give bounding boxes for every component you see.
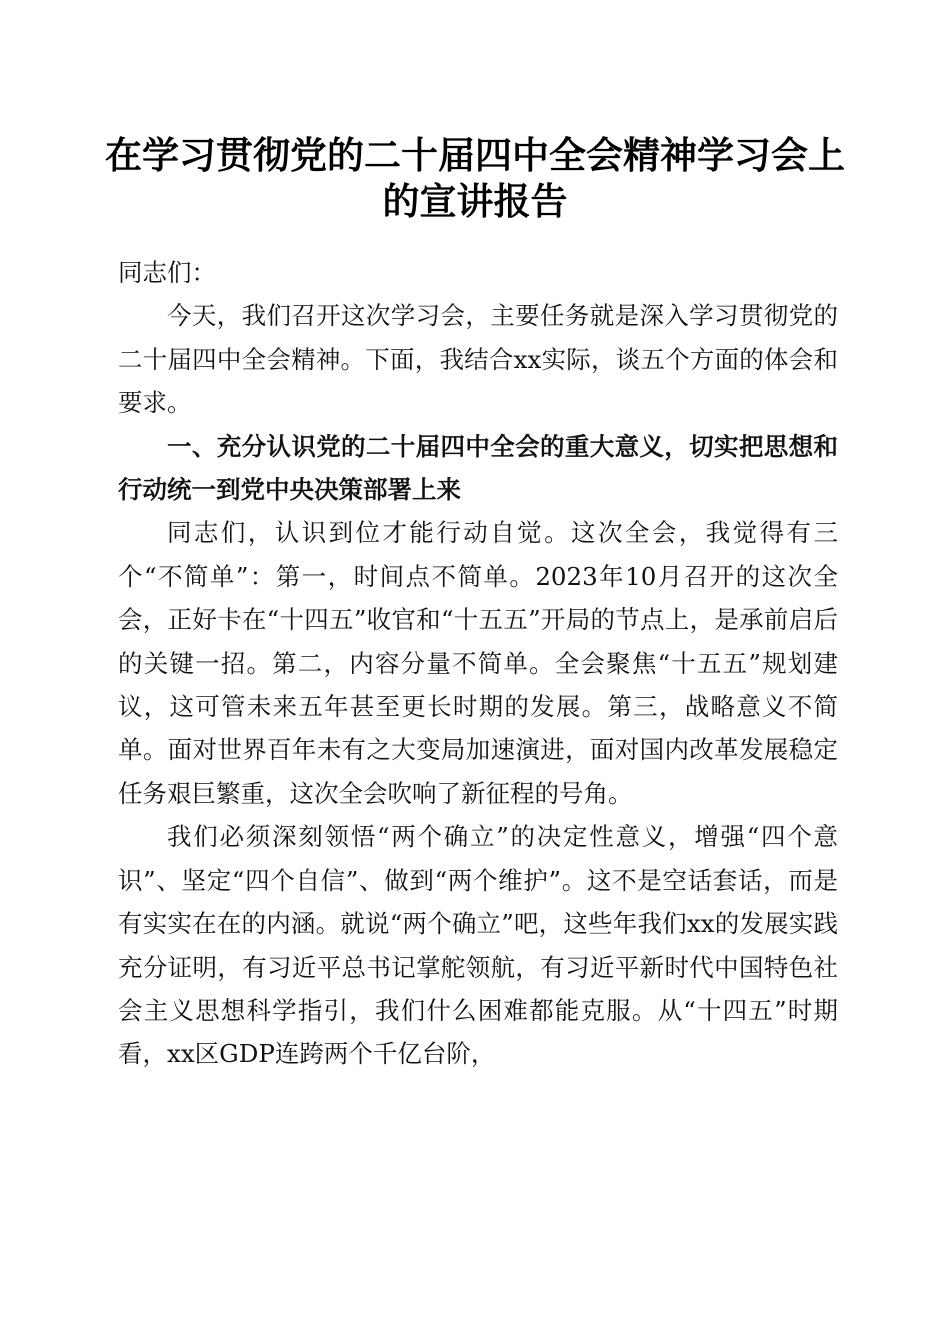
body-paragraph: 同志们，认识到位才能行动自觉。这次全会，我觉得有三个“不简单”：第一，时间点不简单。2023年10月召开的这次全会，正好卡在“十四五”收官和“十五五”开局的节点上，是承前启后的关键一招。第二，内容分量不简单。全会聚焦“十五五”规划建议，这可管未来五年甚至更长时期的发展。第三，战略意义不简单。面对世界百年未有之大变局加速演进，面对国内改革发展稳定任务艰巨繁重，这次全会吹响了新征程的号角。 xyxy=(118,518,838,808)
intro-paragraph: 今天，我们召开这次学习会，主要任务就是深入学习贯彻党的二十届四中全会精神。下面，我结合xx实际，谈五个方面的体会和要求。 xyxy=(118,301,838,418)
title-line-2: 的宣讲报告 xyxy=(382,179,568,223)
document-body xyxy=(118,251,838,1076)
body-paragraph: 我们必须深刻领悟“两个确立”的决定性意义，增强“四个意识”、坚定“四个自信”、做到“两个维护”。这不是空话套话，而是有实实在在的内涵。就说“两个确立”吧，这些年我们xx的发展实践充分证明，有习近平总书记掌舵领航，有习近平新时代中国特色社会主义思想科学指引，我们什么困难都能克服。从“十四五”时期看，xx区GDP连跨两个千亿台阶， xyxy=(118,822,838,1069)
salutation: 同志们： xyxy=(118,258,216,287)
section-heading-1: 一、充分认识党的二十届四中全会的重大意义，切实把思想和行动统一到党中央决策部署上来 xyxy=(118,431,838,505)
title-line-1: 在学习贯彻党的二十届四中全会精神学习会上 xyxy=(105,133,845,177)
document-title xyxy=(100,132,850,224)
